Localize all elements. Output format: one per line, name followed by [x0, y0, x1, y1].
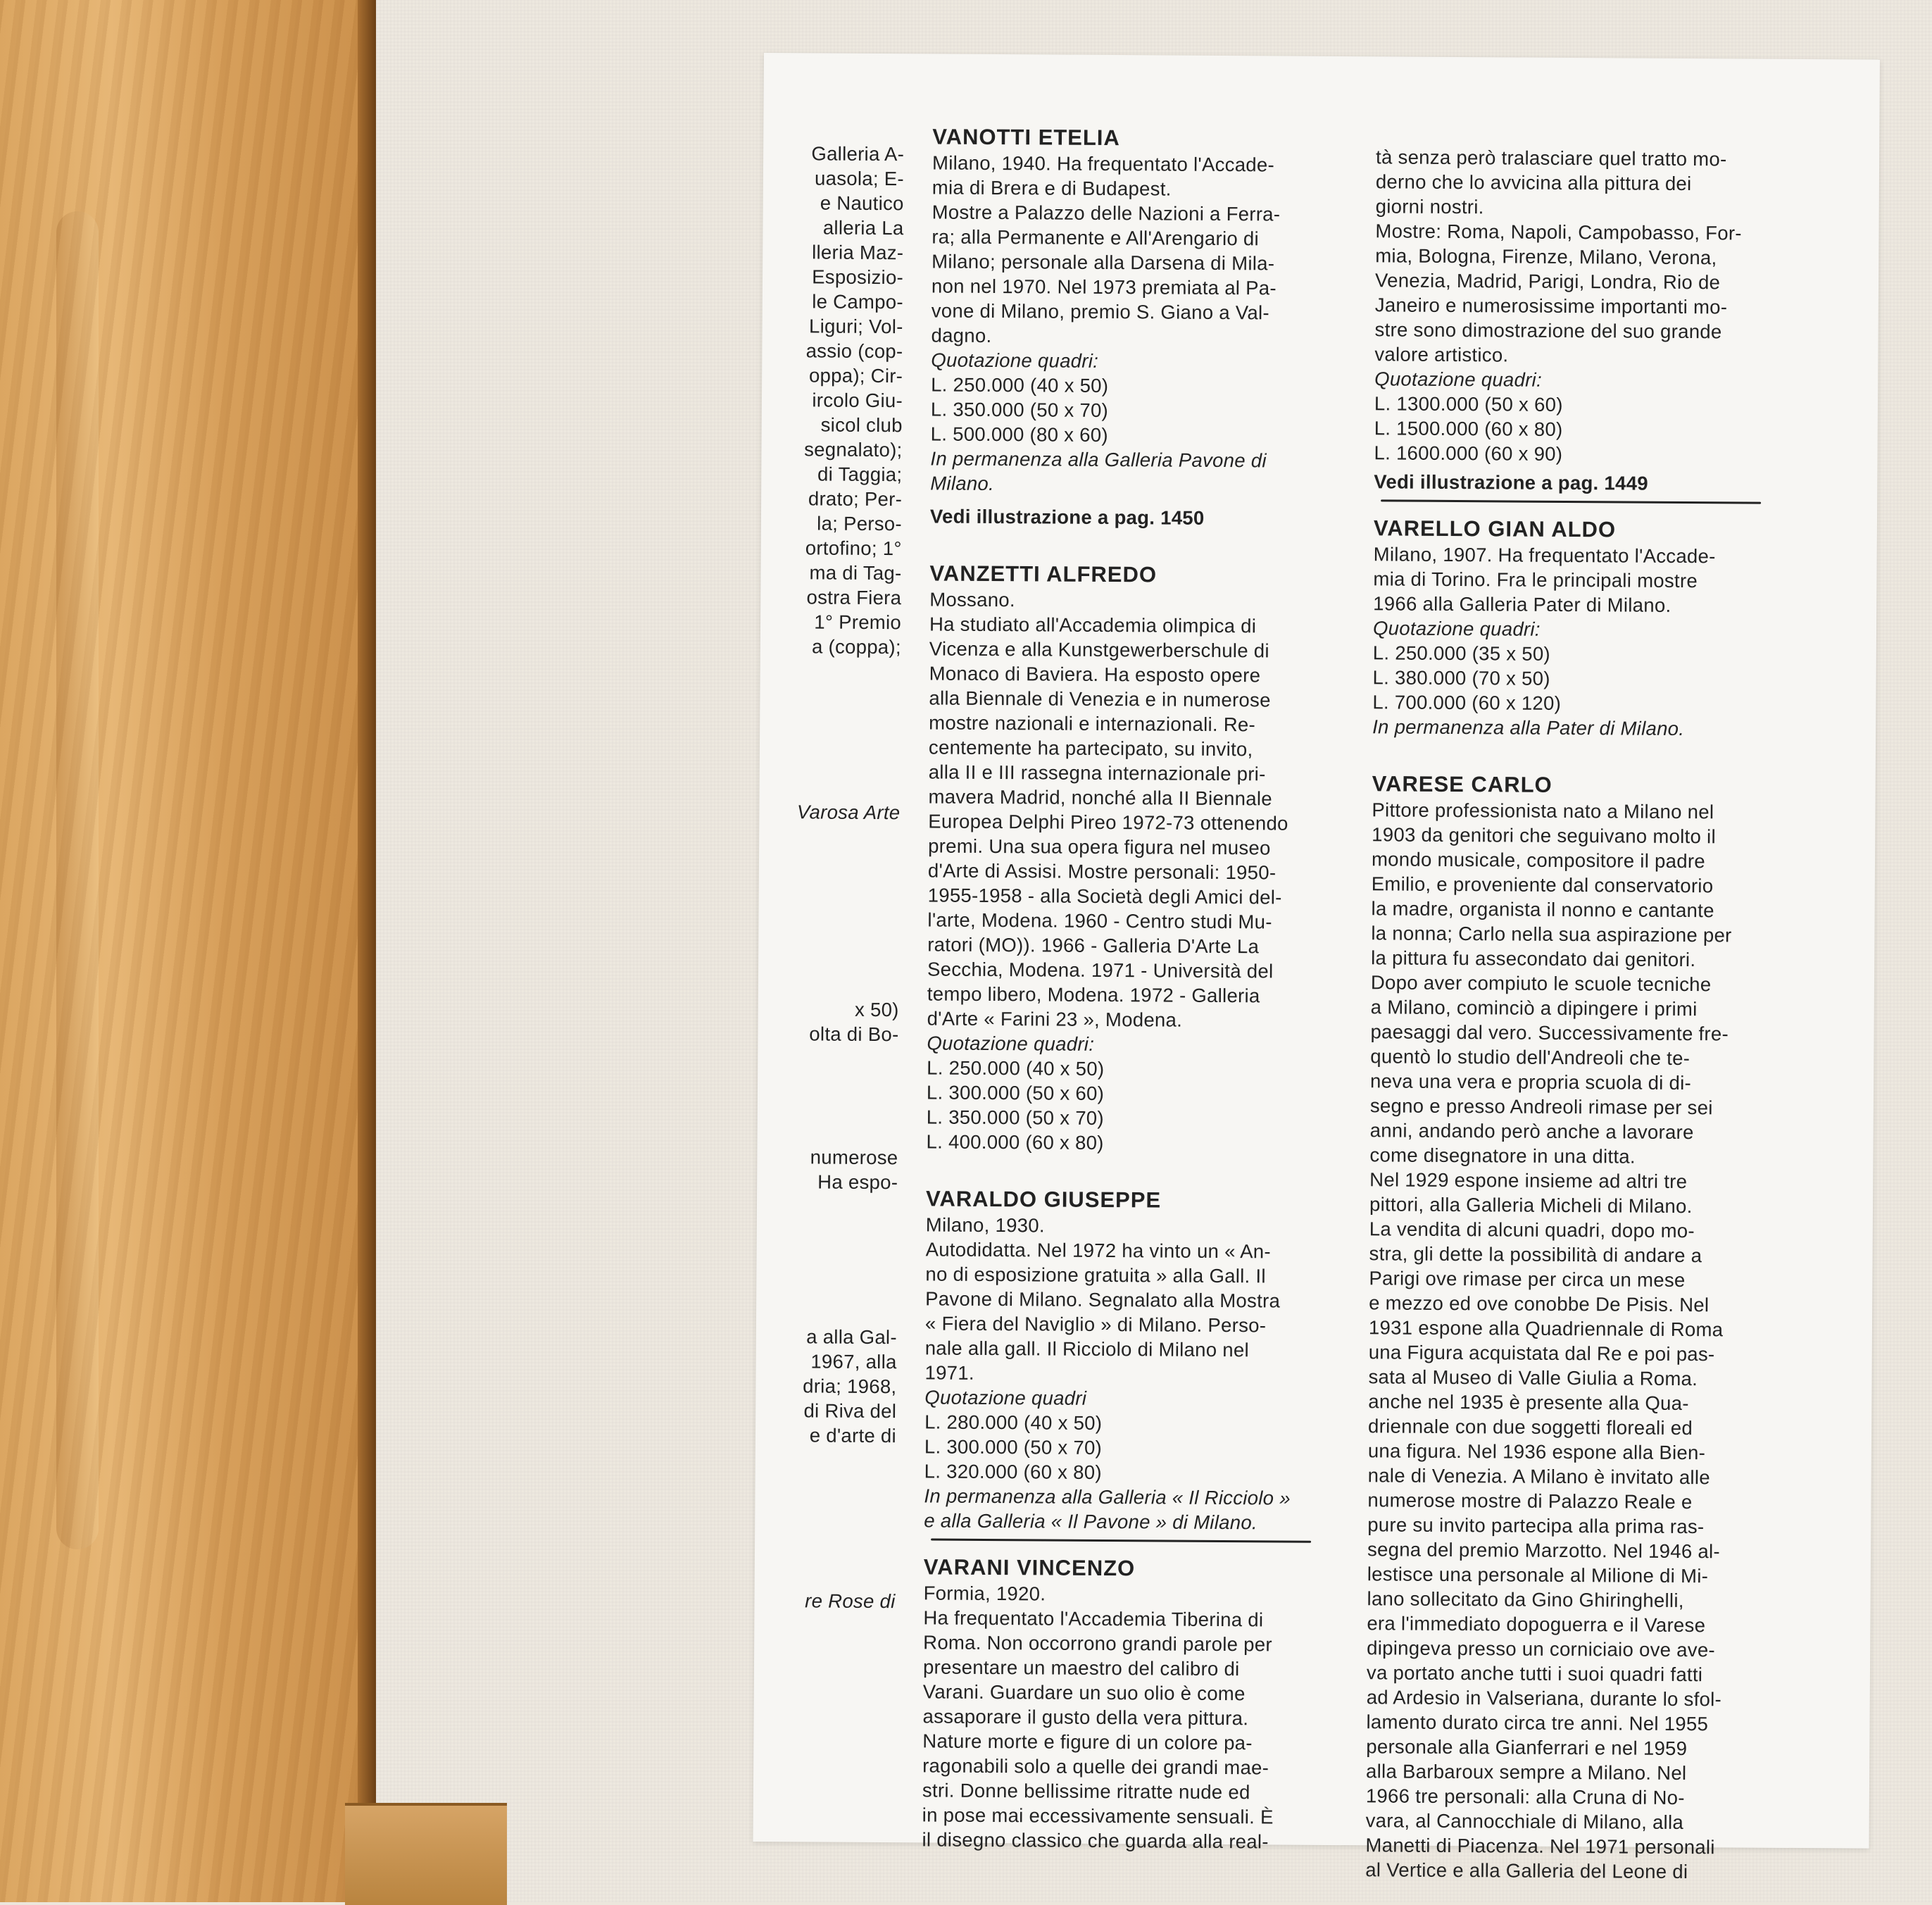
price-line: L. 250.000 (40 x 50) — [927, 1056, 1105, 1080]
frame-edge — [358, 0, 376, 1902]
price-line: L. 350.000 (50 x 70) — [926, 1106, 1105, 1129]
text-line: Ha studiato all'Accademia olimpica di — [929, 613, 1257, 637]
text-line: pittori, alla Galleria Micheli di Milano. — [1369, 1193, 1693, 1218]
price-line: L. 500.000 (80 x 60) — [930, 423, 1108, 446]
divider-rule — [931, 1538, 1311, 1542]
text-line: Milano, 1930. — [925, 1213, 1045, 1237]
text-line: oppa); Cir- — [808, 364, 903, 387]
text-line: a Milano, cominciò a dipingere i primi — [1370, 996, 1698, 1020]
text-line: alla Barbaroux sempre a Milano. Nel — [1366, 1760, 1687, 1785]
wooden-block — [345, 1803, 507, 1905]
text-line: mavera Madrid, nonché alla II Biennale — [928, 785, 1272, 810]
quotazione-label: Quotazione quadri: — [1372, 617, 1541, 640]
text-line: lano sollecitato da Gino Ghiringhelli, — [1367, 1587, 1684, 1612]
price-line: L. 300.000 (50 x 70) — [924, 1435, 1103, 1459]
text-line: premi. Una sua opera figura nel museo — [928, 835, 1271, 859]
text-line: Nature morte e figure di un colore pa- — [922, 1730, 1253, 1754]
price-line: L. 350.000 (50 x 70) — [930, 398, 1109, 421]
text-line: Mossano. — [929, 588, 1015, 611]
price-line: L. 280.000 (40 x 50) — [924, 1411, 1103, 1434]
text-line: nale alla gall. Il Ricciolo di Milano nel — [924, 1337, 1250, 1361]
left-fragment-column — [754, 141, 904, 1613]
text-line: in pose mai eccessivamente sensuali. È — [922, 1804, 1274, 1828]
text-line: l'arte, Modena. 1960 - Centro studi Mu- — [927, 908, 1272, 933]
text-line: d'Arte « Farini 23 », Modena. — [927, 1007, 1183, 1031]
text-line: giorni nostri. — [1375, 195, 1484, 218]
vedi-illustrazione: Vedi illustrazione a pag. 1449 — [1374, 470, 1648, 494]
text-line: ortofino; 1° — [805, 537, 902, 560]
text-line: Esposizio- — [812, 266, 904, 289]
text-line: Pittore professionista nato a Milano nel — [1372, 799, 1714, 823]
text-line: ad Ardesio in Valseriana, durante lo sfol- — [1366, 1686, 1722, 1711]
text-line: dipingeva presso un corniciaio ove ave- — [1367, 1637, 1716, 1661]
text-line: 1967, alla — [810, 1350, 897, 1373]
permanenza-line: e alla Galleria « Il Pavone » di Milano. — [924, 1509, 1258, 1534]
text-line: Dopo aver compiuto le scuole tecniche — [1370, 971, 1712, 996]
text-line: driennale con due soggetti floreali ed — [1368, 1415, 1693, 1439]
text-line: alleria La — [822, 216, 904, 239]
text-line: e mezzo ed ove conobbe De Pisis. Nel — [1369, 1292, 1710, 1316]
text-line: dria; 1968, — [803, 1375, 897, 1398]
text-line: 1971. — [924, 1361, 974, 1384]
text-line: la pittura fu assecondato dai genitori. — [1371, 947, 1696, 971]
text-line: a alla Gal- — [806, 1325, 897, 1349]
column-middle — [922, 110, 1355, 1854]
text-line: 1° Premio — [814, 611, 902, 634]
text-line: Monaco di Baviera. Ha esposto opere — [929, 662, 1261, 687]
text-line: il disegno classico che guarda alla real- — [922, 1828, 1269, 1853]
entry-title-vanotti: VANOTTI ETELIA — [932, 124, 1120, 151]
text-line: tà senza però tralasciare quel tratto mo- — [1376, 146, 1727, 170]
text-line: vone di Milano, premio S. Giano a Val- — [931, 299, 1270, 324]
text-line: segnalato); — [804, 438, 903, 461]
text-line: tempo libero, Modena. 1972 - Galleria — [927, 982, 1260, 1007]
text-line: lleria Maz- — [812, 241, 904, 264]
text-line: d'Arte di Assisi. Mostre personali: 1950- — [927, 859, 1276, 884]
entry-title-varaldo: VARALDO GIUSEPPE — [925, 1186, 1162, 1213]
text-line: anche nel 1935 è presente alla Qua- — [1368, 1390, 1689, 1415]
text-line: derno che lo avvicina alla pittura dei — [1375, 170, 1692, 195]
text-line: 1903 da genitori che seguivano molto il — [1372, 823, 1717, 848]
price-line: L. 1500.000 (60 x 80) — [1374, 417, 1563, 440]
text-line: Varosa Arte — [796, 801, 901, 824]
entry-title-varello: VARELLO GIAN ALDO — [1373, 516, 1617, 542]
text-line: di Riva del — [803, 1399, 897, 1423]
text-line: la; Perso- — [817, 512, 903, 535]
text-line: Galleria A- — [811, 142, 905, 165]
text-line: Venezia, Madrid, Parigi, Londra, Rio de — [1374, 269, 1721, 294]
text-line: Europea Delphi Pireo 1972-73 ottenendo — [928, 810, 1288, 835]
text-line: segno e presso Andreoli rimase per sei — [1369, 1094, 1713, 1119]
text-line: Milano, 1940. Ha frequentato l'Accade- — [932, 151, 1275, 176]
text-line: centemente ha partecipato, su invito, — [928, 736, 1253, 761]
text-line: nale di Venezia. A Milano è invitato alle — [1367, 1464, 1710, 1489]
wood-grain — [56, 211, 99, 1549]
permanenza-line: In permanenza alla Pater di Milano. — [1372, 716, 1685, 740]
text-line: paesaggi dal vero. Successivamente fre- — [1370, 1020, 1729, 1045]
text-line: stra, gli dette la possibilità di andare a — [1369, 1242, 1702, 1267]
text-line: ra; alla Permanente e All'Arengario di — [932, 225, 1260, 250]
quotazione-label: Quotazione quadri: — [927, 1032, 1095, 1055]
text-line: alla II e III rassegna internazionale pri- — [928, 761, 1266, 785]
text-line: Formia, 1920. — [923, 1582, 1046, 1605]
text-line: Pavone di Milano. Segnalato alla Mostra — [925, 1287, 1281, 1312]
text-line: dagno. — [931, 324, 992, 346]
text-line: x 50) — [854, 998, 899, 1021]
text-line: anni, andando però anche a lavorare — [1369, 1119, 1694, 1144]
text-line: Manetti di Piacenza. Nel 1971 personali — [1365, 1834, 1715, 1859]
price-line: L. 250.000 (40 x 50) — [931, 373, 1109, 396]
text-line: vara, al Cannocchiale di Milano, alla — [1365, 1809, 1684, 1834]
quotazione-label: Quotazione quadri — [924, 1386, 1087, 1409]
text-line: stre sono dimostrazione del suo grande — [1374, 318, 1722, 343]
text-line: mostre nazionali e internazionali. Re- — [929, 711, 1256, 736]
text-line: quentò lo studio dell'Andreoli che te- — [1370, 1045, 1690, 1070]
text-line: 1966 tre personali: alla Cruna di No- — [1365, 1785, 1685, 1809]
text-line: una figura. Nel 1936 espone alla Bien- — [1367, 1439, 1706, 1464]
text-line: Emilio, e proveniente dal conservatorio — [1371, 873, 1714, 897]
quotazione-label: Quotazione quadri: — [1374, 368, 1543, 391]
price-line: L. 700.000 (60 x 120) — [1372, 691, 1562, 714]
text-line: Ha frequentato l'Accademia Tiberina di — [923, 1606, 1264, 1631]
text-line: mia di Torino. Fra le principali mostre — [1373, 568, 1698, 592]
text-line: stri. Donne bellissime ritratte nude ed — [922, 1779, 1250, 1804]
text-line: Ha espo- — [817, 1170, 898, 1194]
text-line: pure su invito partecipa alla prima ras- — [1367, 1513, 1705, 1538]
text-line: lamento durato circa tre anni. Nel 1955 — [1366, 1711, 1709, 1735]
text-line: uasola; E- — [814, 167, 905, 190]
text-line: sicol club — [820, 413, 903, 437]
text-line: re Rose di — [805, 1589, 896, 1613]
text-line: va portato anche tutti i suoi quadri fatti — [1366, 1661, 1703, 1686]
divider-rule — [1381, 499, 1761, 504]
text-line: numerose mostre di Palazzo Reale e — [1367, 1489, 1693, 1513]
text-line: mondo musicale, compositore il padre — [1371, 848, 1706, 873]
text-line: alla Biennale di Venezia e in numerose — [929, 687, 1271, 711]
text-line: 1966 alla Galleria Pater di Milano. — [1373, 592, 1671, 616]
text-line: Mostre a Palazzo delle Nazioni a Ferra- — [932, 201, 1281, 225]
column-right — [1365, 144, 1798, 1885]
entry-title-vanzetti: VANZETTI ALFREDO — [929, 561, 1158, 587]
text-line: e d'arte di — [809, 1424, 897, 1447]
text-line: ratori (MO)). 1966 - Galleria D'Arte La — [927, 933, 1260, 958]
text-line: Milano, 1907. Ha frequentato l'Accade- — [1373, 543, 1716, 568]
entry-title-varani: VARANI VINCENZO — [923, 1554, 1136, 1581]
text-line: Liguri; Vol- — [809, 315, 903, 338]
text-line: e Nautico — [820, 192, 904, 215]
text-line: Roma. Non occorrono grandi parole per — [923, 1631, 1272, 1656]
text-line: presentare un maestro del calibro di — [922, 1656, 1240, 1680]
price-line: L. 400.000 (60 x 80) — [926, 1130, 1104, 1154]
text-line: Varani. Guardare un suo olio è come — [922, 1680, 1246, 1705]
text-line: era l'immediato dopoguerra e il Varese — [1367, 1612, 1706, 1637]
price-line: L. 380.000 (70 x 50) — [1372, 666, 1550, 689]
text-line: personale alla Gianferrari e nel 1959 — [1366, 1735, 1688, 1760]
text-line: Milano; personale alla Darsena di Mila- — [932, 250, 1275, 275]
text-line: di Taggia; — [817, 463, 903, 486]
price-line: L. 250.000 (35 x 50) — [1372, 642, 1551, 665]
text-line: mia, Bologna, Firenze, Milano, Verona, — [1375, 244, 1717, 269]
text-line: a (coppa); — [811, 635, 901, 658]
permanenza-line: In permanenza alla Galleria Pavone di — [930, 447, 1267, 472]
text-line: Janeiro e numerosissime importanti mo- — [1374, 294, 1728, 318]
text-line: olta di Bo- — [809, 1023, 899, 1046]
price-line: L. 1600.000 (60 x 90) — [1374, 442, 1563, 465]
entry-title-varese: VARESE CARLO — [1372, 771, 1552, 797]
text-line: le Campo- — [812, 290, 903, 313]
wooden-frame — [0, 0, 373, 1902]
price-line: L. 1300.000 (50 x 60) — [1374, 392, 1563, 416]
permanenza-line: Milano. — [930, 472, 995, 495]
text-line: La vendita di alcuni quadri, dopo mo- — [1369, 1218, 1695, 1242]
text-line: Autodidatta. Nel 1972 ha vinto un « An- — [925, 1238, 1271, 1263]
text-line: 1955-1958 - alla Società degli Amici del- — [927, 884, 1282, 908]
quotazione-label: Quotazione quadri: — [931, 349, 1099, 372]
newspaper-clipping — [753, 53, 1879, 1883]
text-line: Parigi ove rimase per circa un mese — [1369, 1267, 1686, 1292]
text-line: Vicenza e alla Kunstgewerberschule di — [929, 637, 1269, 662]
text-line: Nel 1929 espone insieme ad altri tre — [1369, 1168, 1688, 1193]
text-line: una Figura acquistata dal Re e poi pas- — [1368, 1341, 1715, 1366]
text-line: al Vertice e alla Galleria del Leone di — [1365, 1859, 1688, 1883]
text-line: mia di Brera e di Budapest. — [932, 176, 1172, 200]
text-line: segna del premio Marzotto. Nel 1946 al- — [1367, 1538, 1720, 1563]
price-line: L. 300.000 (50 x 60) — [926, 1081, 1105, 1104]
text-line: ragonabili solo a quelle dei grandi mae- — [922, 1754, 1269, 1779]
text-line: Secchia, Modena. 1971 - Università del — [927, 958, 1274, 982]
text-line: sata al Museo di Valle Giulia a Roma. — [1368, 1366, 1698, 1390]
text-line: non nel 1970. Nel 1973 premiata al Pa- — [931, 275, 1276, 299]
text-line: assaporare il gusto della vera pittura. — [922, 1705, 1249, 1730]
text-line: Mostre: Roma, Napoli, Campobasso, For- — [1375, 220, 1742, 244]
text-line: no di esposizione gratuita » alla Gall. Il — [925, 1263, 1266, 1287]
text-line: neva una vera e propria scuola di di- — [1370, 1070, 1692, 1094]
text-line: valore artistico. — [1374, 343, 1509, 366]
text-line: come disegnatore in una ditta. — [1369, 1144, 1636, 1168]
text-line: « Fiera del Naviglio » di Milano. Perso- — [924, 1312, 1267, 1337]
vedi-illustrazione: Vedi illustrazione a pag. 1450 — [929, 505, 1205, 529]
permanenza-line: In permanenza alla Galleria « Il Ricciolo » — [924, 1485, 1291, 1509]
text-line: 1931 espone alla Quadriennale di Roma — [1368, 1316, 1724, 1341]
text-line: la madre, organista il nonno e cantante — [1371, 897, 1714, 922]
price-line: L. 320.000 (60 x 80) — [924, 1460, 1102, 1483]
text-line: la nonna; Carlo nella sua aspirazione per — [1371, 922, 1732, 947]
text-line: ostra Fiera — [806, 586, 902, 609]
text-line: ma di Tag- — [809, 561, 902, 585]
text-line: numerose — [810, 1146, 898, 1169]
text-line: assio (cop- — [805, 339, 903, 363]
text-line: ircolo Giu- — [812, 389, 903, 412]
text-line: drato; Per- — [808, 487, 903, 511]
text-line: lestisce una personale al Milione di Mi- — [1367, 1563, 1709, 1587]
